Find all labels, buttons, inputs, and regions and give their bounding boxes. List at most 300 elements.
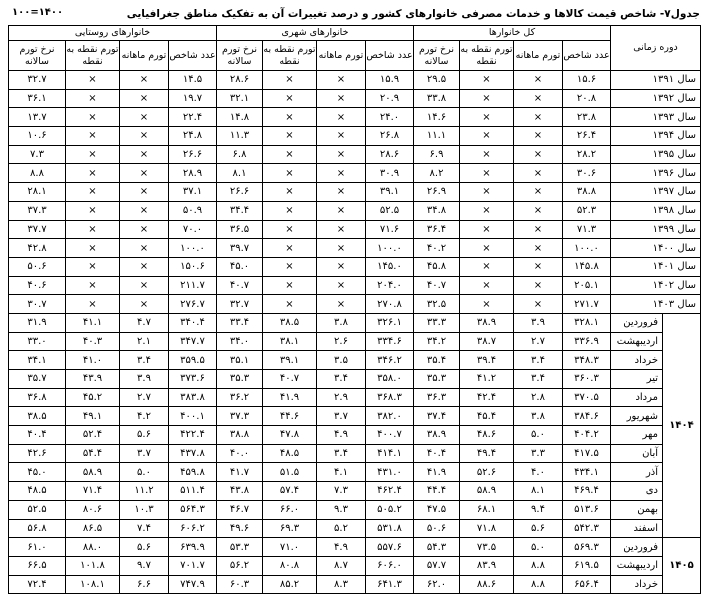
cell-value: ۲۶.۶ xyxy=(217,183,263,202)
cell-value: ۶۰۶.۲ xyxy=(169,519,217,538)
cell-value: ۸۰.۶ xyxy=(66,500,120,519)
header-group-rural: خانوارهای روستایی xyxy=(9,26,217,41)
cell-value: ۴۶.۷ xyxy=(217,500,263,519)
cell-value: ۳۸.۱ xyxy=(263,332,317,351)
cell-value: × xyxy=(120,108,169,127)
cell-value: ۸۸.۰ xyxy=(66,538,120,557)
cell-value: ۳۸.۵ xyxy=(9,407,66,426)
cell-value: ۱۰.۳ xyxy=(120,500,169,519)
cell-value: ۲۶.۶ xyxy=(169,145,217,164)
cell-value: × xyxy=(66,71,120,90)
cell-value: × xyxy=(514,276,563,295)
cell-value: ۲۰۴.۰ xyxy=(366,276,414,295)
cell-value: ۳۳۶.۹ xyxy=(563,332,611,351)
cell-value: × xyxy=(317,276,366,295)
cell-value: ۳۴۷.۷ xyxy=(169,332,217,351)
cell-value: ۴۵.۴ xyxy=(460,407,514,426)
cell-value: ۳۸۳.۸ xyxy=(169,388,217,407)
cell-value: ۲۶.۴ xyxy=(563,127,611,146)
cell-value: ۲۷۰.۸ xyxy=(366,295,414,314)
cell-value: × xyxy=(120,127,169,146)
table-row xyxy=(9,556,701,575)
cell-value: ۶۰۶.۰ xyxy=(366,556,414,575)
header-rural-monthly: تورم ماهانه xyxy=(120,41,169,71)
cell-value: × xyxy=(317,127,366,146)
cell-value: × xyxy=(120,164,169,183)
cell-value: ۴۰.۷ xyxy=(414,276,460,295)
cell-value: ۳۴.۲ xyxy=(414,332,460,351)
cell-value: ۵.۲ xyxy=(317,519,366,538)
cell-value: ۲۶.۹ xyxy=(414,183,460,202)
cell-value: ۷۱.۰ xyxy=(263,538,317,557)
header-urban-index: عدد شاخص xyxy=(366,41,414,71)
month-label: مهر xyxy=(611,426,663,445)
table-row xyxy=(9,164,701,183)
cell-value: ۴۸.۵ xyxy=(263,444,317,463)
cell-value: ۳۶.۱ xyxy=(9,89,66,108)
header-urban-annual: نرخ تورم سالانه xyxy=(217,41,263,71)
cell-value: × xyxy=(66,183,120,202)
cell-value: ۳۳.۰ xyxy=(9,332,66,351)
cell-value: ۳۷.۱ xyxy=(169,183,217,202)
cell-value: ۱۹.۷ xyxy=(169,89,217,108)
cell-value: × xyxy=(317,108,366,127)
cell-value: ۲۱۱.۷ xyxy=(169,276,217,295)
cell-value: ۴۶۲.۴ xyxy=(366,482,414,501)
table-row xyxy=(9,183,701,202)
table-row xyxy=(9,89,701,108)
cell-value: × xyxy=(460,108,514,127)
cell-value: ۳۷.۳ xyxy=(217,407,263,426)
cell-value: × xyxy=(460,276,514,295)
cell-value: ۶۱.۰ xyxy=(9,538,66,557)
cell-value: ۳۷.۷ xyxy=(9,220,66,239)
cell-value: ۳.۳ xyxy=(514,444,563,463)
cell-value: ۳.۹ xyxy=(514,313,563,332)
cell-value: ۵۶.۲ xyxy=(217,556,263,575)
cell-value: × xyxy=(120,201,169,220)
table-row xyxy=(9,127,701,146)
cell-value: × xyxy=(317,295,366,314)
header-group-all: کل خانوارها xyxy=(414,26,611,41)
cell-value: ۴۰.۳ xyxy=(66,332,120,351)
cell-value: ۱۵۰.۶ xyxy=(169,257,217,276)
row-label: سال ۱۳۹۳ xyxy=(611,108,701,127)
cell-value: ۳۰.۷ xyxy=(9,295,66,314)
cell-value: ۳.۷ xyxy=(317,407,366,426)
cell-value: × xyxy=(263,201,317,220)
header-all-index: عدد شاخص xyxy=(563,41,611,71)
cell-value: ۲۸.۱ xyxy=(9,183,66,202)
cell-value: × xyxy=(263,127,317,146)
cell-value: × xyxy=(317,164,366,183)
table-row xyxy=(9,239,701,258)
cell-value: × xyxy=(120,89,169,108)
cell-value: ۵۳۱.۸ xyxy=(366,519,414,538)
table-row xyxy=(9,71,701,90)
cell-value: ۵.۶ xyxy=(120,426,169,445)
cell-value: ۴.۱ xyxy=(317,463,366,482)
cell-value: ۴۰.۲ xyxy=(414,239,460,258)
cell-value: ۱۰۰.۰ xyxy=(563,239,611,258)
cell-value: ۳۶.۲ xyxy=(217,388,263,407)
cell-value: × xyxy=(66,127,120,146)
cell-value: ۶.۹ xyxy=(414,145,460,164)
cell-value: ۵۰.۹ xyxy=(169,201,217,220)
cell-value: ۷۰.۰ xyxy=(169,220,217,239)
cell-value: ۶۴۱.۳ xyxy=(366,575,414,594)
cell-value: ۸۶.۵ xyxy=(66,519,120,538)
cell-value: ۸.۳ xyxy=(317,575,366,594)
cell-value: ۸.۸ xyxy=(9,164,66,183)
cell-value: ۶۲.۰ xyxy=(414,575,460,594)
cell-value: ۷۳.۵ xyxy=(460,538,514,557)
cell-value: ۳۹.۱ xyxy=(263,351,317,370)
cell-value: ۵.۶ xyxy=(514,519,563,538)
cell-value: ۶۶.۵ xyxy=(9,556,66,575)
cell-value: ۶۹.۳ xyxy=(263,519,317,538)
cell-value: ۲۷۶.۷ xyxy=(169,295,217,314)
table-row xyxy=(9,538,701,557)
cell-value: ۶۵۶.۴ xyxy=(563,575,611,594)
row-label: سال ۱۴۰۱ xyxy=(611,257,701,276)
month-label: آبان xyxy=(611,444,663,463)
cell-value: ۴۱۴.۱ xyxy=(366,444,414,463)
cell-value: ۵۵۷.۶ xyxy=(366,538,414,557)
cell-value: ۳۴.۱ xyxy=(9,351,66,370)
cell-value: ۲۴.۰ xyxy=(366,108,414,127)
cell-value: ۳.۴ xyxy=(514,351,563,370)
cell-value: ۱۴۵.۰ xyxy=(366,257,414,276)
cell-value: ۴۸.۶ xyxy=(460,426,514,445)
header-all-annual: نرخ تورم سالانه xyxy=(414,41,460,71)
cell-value: ۴۰.۴ xyxy=(9,426,66,445)
month-label: بهمن xyxy=(611,500,663,519)
row-label: سال ۱۴۰۳ xyxy=(611,295,701,314)
month-label: دی xyxy=(611,482,663,501)
row-label: سال ۱۳۹۹ xyxy=(611,220,701,239)
cell-value: × xyxy=(66,108,120,127)
table-title: جدول۷- شاخص قیمت کالاها و خدمات مصرفی خانوارهای کشور و درصد تغییرات آن به تفکیک مناطق جغرافیایی xyxy=(126,8,700,20)
cell-value: × xyxy=(514,145,563,164)
table-row xyxy=(9,220,701,239)
cell-value: × xyxy=(460,257,514,276)
cell-value: ۲۰۵.۱ xyxy=(563,276,611,295)
cell-value: × xyxy=(460,201,514,220)
cell-value: × xyxy=(66,145,120,164)
cell-value: ۴۲۲.۴ xyxy=(169,426,217,445)
cell-value: ۴۰.۴ xyxy=(414,444,460,463)
cell-value: ۵۲.۵ xyxy=(366,201,414,220)
cell-value: ۱۰۱.۸ xyxy=(66,556,120,575)
table-row xyxy=(9,444,701,463)
row-label: سال ۱۴۰۲ xyxy=(611,276,701,295)
cell-value: ۴.۲ xyxy=(120,407,169,426)
cell-value: ۳۸.۷ xyxy=(460,332,514,351)
cell-value: × xyxy=(120,183,169,202)
cell-value: × xyxy=(66,276,120,295)
cell-value: ۵۶۹.۳ xyxy=(563,538,611,557)
cell-value: ۸.۸ xyxy=(514,556,563,575)
table-row xyxy=(9,145,701,164)
cell-value: ۲۸.۶ xyxy=(217,71,263,90)
cell-value: ۳۶.۸ xyxy=(9,388,66,407)
cell-value: × xyxy=(514,127,563,146)
cell-value: ۱۰۰.۰ xyxy=(366,239,414,258)
cell-value: ۲.۷ xyxy=(514,332,563,351)
cell-value: ۸.۱ xyxy=(514,482,563,501)
cell-value: × xyxy=(263,71,317,90)
cell-value: ۴۵۹.۸ xyxy=(169,463,217,482)
cell-value: ۴۰.۷ xyxy=(217,276,263,295)
cell-value: × xyxy=(66,257,120,276)
cell-value: ۵۰.۶ xyxy=(414,519,460,538)
cell-value: ۲.۸ xyxy=(514,388,563,407)
cell-value: ۳۹.۴ xyxy=(460,351,514,370)
cell-value: ۳۴.۸ xyxy=(414,201,460,220)
table-row xyxy=(9,108,701,127)
cell-value: ۶۶.۰ xyxy=(263,500,317,519)
cell-value: ۵.۶ xyxy=(120,538,169,557)
month-label: فروردین xyxy=(611,538,663,557)
row-label: سال ۱۳۹۸ xyxy=(611,201,701,220)
cell-value: ۸.۷ xyxy=(317,556,366,575)
cell-value: × xyxy=(263,145,317,164)
cell-value: ۵۴.۳ xyxy=(414,538,460,557)
cell-value: × xyxy=(317,257,366,276)
cell-value: ۳۶.۴ xyxy=(414,220,460,239)
table-row xyxy=(9,519,701,538)
cell-value: ۸۵.۲ xyxy=(263,575,317,594)
cell-value: × xyxy=(514,183,563,202)
cell-value: ۶۱۹.۵ xyxy=(563,556,611,575)
cell-value: ۷۱.۶ xyxy=(366,220,414,239)
cell-value: × xyxy=(120,71,169,90)
cell-value: ۴۳.۹ xyxy=(66,370,120,389)
month-label: خرداد xyxy=(611,351,663,370)
cell-value: ۵۲.۳ xyxy=(563,201,611,220)
header-group-urban: خانوارهای شهری xyxy=(217,26,414,41)
cell-value: ۴۱.۷ xyxy=(217,463,263,482)
table-row xyxy=(9,295,701,314)
cell-value: × xyxy=(514,257,563,276)
cell-value: × xyxy=(317,71,366,90)
cpi-table xyxy=(8,25,701,594)
cell-value: ۳۲.۵ xyxy=(414,295,460,314)
cell-value: × xyxy=(120,239,169,258)
cell-value: ۴۱.۹ xyxy=(263,388,317,407)
cell-value: ۵۱۳.۶ xyxy=(563,500,611,519)
cell-value: ۹.۳ xyxy=(317,500,366,519)
cell-value: ۳۲.۱ xyxy=(217,89,263,108)
cell-value: × xyxy=(66,220,120,239)
cell-value: × xyxy=(514,220,563,239)
cell-value: ۴۲.۴ xyxy=(460,388,514,407)
cell-value: × xyxy=(120,220,169,239)
cell-value: ۴۵.۲ xyxy=(66,388,120,407)
cell-value: ۴۵.۸ xyxy=(414,257,460,276)
cell-value: ۳۳۴.۶ xyxy=(366,332,414,351)
cell-value: × xyxy=(263,276,317,295)
cell-value: ۳۸.۹ xyxy=(414,426,460,445)
header-rural-index: عدد شاخص xyxy=(169,41,217,71)
cell-value: ۳۸.۵ xyxy=(263,313,317,332)
row-label: سال ۱۴۰۰ xyxy=(611,239,701,258)
cell-value: ۳۵۸.۰ xyxy=(366,370,414,389)
cell-value: × xyxy=(317,239,366,258)
cell-value: × xyxy=(263,108,317,127)
cell-value: ۳۸.۸ xyxy=(217,426,263,445)
cell-value: ۲۸.۶ xyxy=(366,145,414,164)
cell-value: ۳۷۳.۶ xyxy=(169,370,217,389)
month-label: خرداد xyxy=(611,575,663,594)
cell-value: ۴۰.۷ xyxy=(263,370,317,389)
cell-value: ۱۵.۹ xyxy=(366,71,414,90)
cell-value: ۳۶.۵ xyxy=(217,220,263,239)
cell-value: ۱۰۸.۱ xyxy=(66,575,120,594)
cell-value: ۵۰.۶ xyxy=(9,257,66,276)
cell-value: ۳.۹ xyxy=(120,370,169,389)
month-label: اسفند xyxy=(611,519,663,538)
cell-value: ۷.۳ xyxy=(317,482,366,501)
cell-value: ۴۶۹.۴ xyxy=(563,482,611,501)
cell-value: ۷۲.۴ xyxy=(9,575,66,594)
cell-value: ۳۸.۸ xyxy=(563,183,611,202)
cell-value: ۳۴۰.۴ xyxy=(169,313,217,332)
cell-value: ۵۲.۴ xyxy=(66,426,120,445)
month-label: اردیبهشت xyxy=(611,556,663,575)
cell-value: ۳.۴ xyxy=(514,370,563,389)
cell-value: ۴۲.۸ xyxy=(9,239,66,258)
cell-value: ۳۲۶.۱ xyxy=(366,313,414,332)
cell-value: ۴.۷ xyxy=(120,313,169,332)
cell-value: ۹.۷ xyxy=(120,556,169,575)
cell-value: ۱۱.۳ xyxy=(217,127,263,146)
month-label: شهریور xyxy=(611,407,663,426)
cell-value: × xyxy=(460,220,514,239)
year-label: ۱۴۰۵ xyxy=(663,538,701,594)
cell-value: × xyxy=(120,145,169,164)
cell-value: ۳.۷ xyxy=(120,444,169,463)
cell-value: ۳۰.۹ xyxy=(366,164,414,183)
cell-value: ۵۸.۹ xyxy=(66,463,120,482)
cell-value: ۴۱.۲ xyxy=(460,370,514,389)
table-row xyxy=(9,276,701,295)
month-label: فروردین xyxy=(611,313,663,332)
table-row xyxy=(9,257,701,276)
cell-value: ۳۹.۱ xyxy=(366,183,414,202)
cell-value: ۱۰.۶ xyxy=(9,127,66,146)
cell-value: ۴.۹ xyxy=(317,426,366,445)
cell-value: ۹.۴ xyxy=(514,500,563,519)
table-row xyxy=(9,463,701,482)
cell-value: ۳۸۲.۰ xyxy=(366,407,414,426)
cell-value: × xyxy=(514,164,563,183)
cell-value: ۴۳۴.۱ xyxy=(563,463,611,482)
cell-value: ۳۲.۷ xyxy=(9,71,66,90)
cell-value: ۵۸.۹ xyxy=(460,482,514,501)
cell-value: × xyxy=(460,145,514,164)
cell-value: ۲۰.۹ xyxy=(366,89,414,108)
cell-value: × xyxy=(317,89,366,108)
cell-value: × xyxy=(317,183,366,202)
cell-value: ۳۳.۳ xyxy=(414,313,460,332)
cell-value: ۴۲.۶ xyxy=(9,444,66,463)
cell-value: ۲۶.۸ xyxy=(366,127,414,146)
cell-value: ۳۴۸.۳ xyxy=(563,351,611,370)
cell-value: ۳۳.۴ xyxy=(217,313,263,332)
cell-value: ۷۱.۴ xyxy=(66,482,120,501)
header-rural-point: تورم نقطه به نقطه xyxy=(66,41,120,71)
cell-value: ۲۹.۵ xyxy=(414,71,460,90)
header-urban-monthly: تورم ماهانه xyxy=(317,41,366,71)
cell-value: ۲.۱ xyxy=(120,332,169,351)
cell-value: ۳۴.۰ xyxy=(217,332,263,351)
cell-value: ۴۰.۶ xyxy=(9,276,66,295)
cell-value: ۴۸.۵ xyxy=(9,482,66,501)
cell-value: ۷.۳ xyxy=(9,145,66,164)
cell-value: ۱۴.۸ xyxy=(217,108,263,127)
year-label: ۱۴۰۴ xyxy=(663,313,701,537)
cell-value: × xyxy=(514,295,563,314)
month-label: آذر xyxy=(611,463,663,482)
cell-value: ۱۱.۲ xyxy=(120,482,169,501)
row-label: سال ۱۳۹۶ xyxy=(611,164,701,183)
cell-value: × xyxy=(460,127,514,146)
cell-value: ۴۱.۰ xyxy=(66,351,120,370)
cell-value: × xyxy=(66,201,120,220)
table-row xyxy=(9,500,701,519)
cell-value: ۳۵.۷ xyxy=(9,370,66,389)
cell-value: ۲۲.۴ xyxy=(169,108,217,127)
cell-value: ۳۵.۳ xyxy=(414,370,460,389)
table-row xyxy=(9,332,701,351)
cell-value: ۴۳.۸ xyxy=(217,482,263,501)
cell-value: ۵۱.۵ xyxy=(263,463,317,482)
cell-value: × xyxy=(317,201,366,220)
cell-value: ۳۹.۷ xyxy=(217,239,263,258)
cell-value: ۳۲۸.۱ xyxy=(563,313,611,332)
cell-value: ۳۷۰.۵ xyxy=(563,388,611,407)
cell-value: ۸۸.۶ xyxy=(460,575,514,594)
cell-value: ۲۷۱.۷ xyxy=(563,295,611,314)
cell-value: ۳۵.۴ xyxy=(414,351,460,370)
cell-value: ۸.۸ xyxy=(514,575,563,594)
cell-value: ۳.۸ xyxy=(514,407,563,426)
cell-value: ۳۵.۱ xyxy=(217,351,263,370)
cell-value: ۴.۹ xyxy=(317,538,366,557)
cell-value: × xyxy=(460,89,514,108)
cell-value: ۳۶۰.۳ xyxy=(563,370,611,389)
table-row xyxy=(9,351,701,370)
cell-value: × xyxy=(120,295,169,314)
cell-value: ۸.۱ xyxy=(217,164,263,183)
cell-value: ۸.۲ xyxy=(414,164,460,183)
row-label: سال ۱۳۹۵ xyxy=(611,145,701,164)
cell-value: × xyxy=(514,108,563,127)
cell-value: ۱۰۰.۰ xyxy=(169,239,217,258)
cell-value: ۷۴۷.۹ xyxy=(169,575,217,594)
cell-value: ۱۴۵.۸ xyxy=(563,257,611,276)
cell-value: ۴۱.۹ xyxy=(414,463,460,482)
cell-value: ۳۵۹.۵ xyxy=(169,351,217,370)
cell-value: ۴۵.۰ xyxy=(9,463,66,482)
cell-value: ۵۰۵.۲ xyxy=(366,500,414,519)
cell-value: ۳.۵ xyxy=(317,351,366,370)
cell-value: ۳.۴ xyxy=(317,370,366,389)
cell-value: ۶۰.۳ xyxy=(217,575,263,594)
cell-value: ۷.۴ xyxy=(120,519,169,538)
